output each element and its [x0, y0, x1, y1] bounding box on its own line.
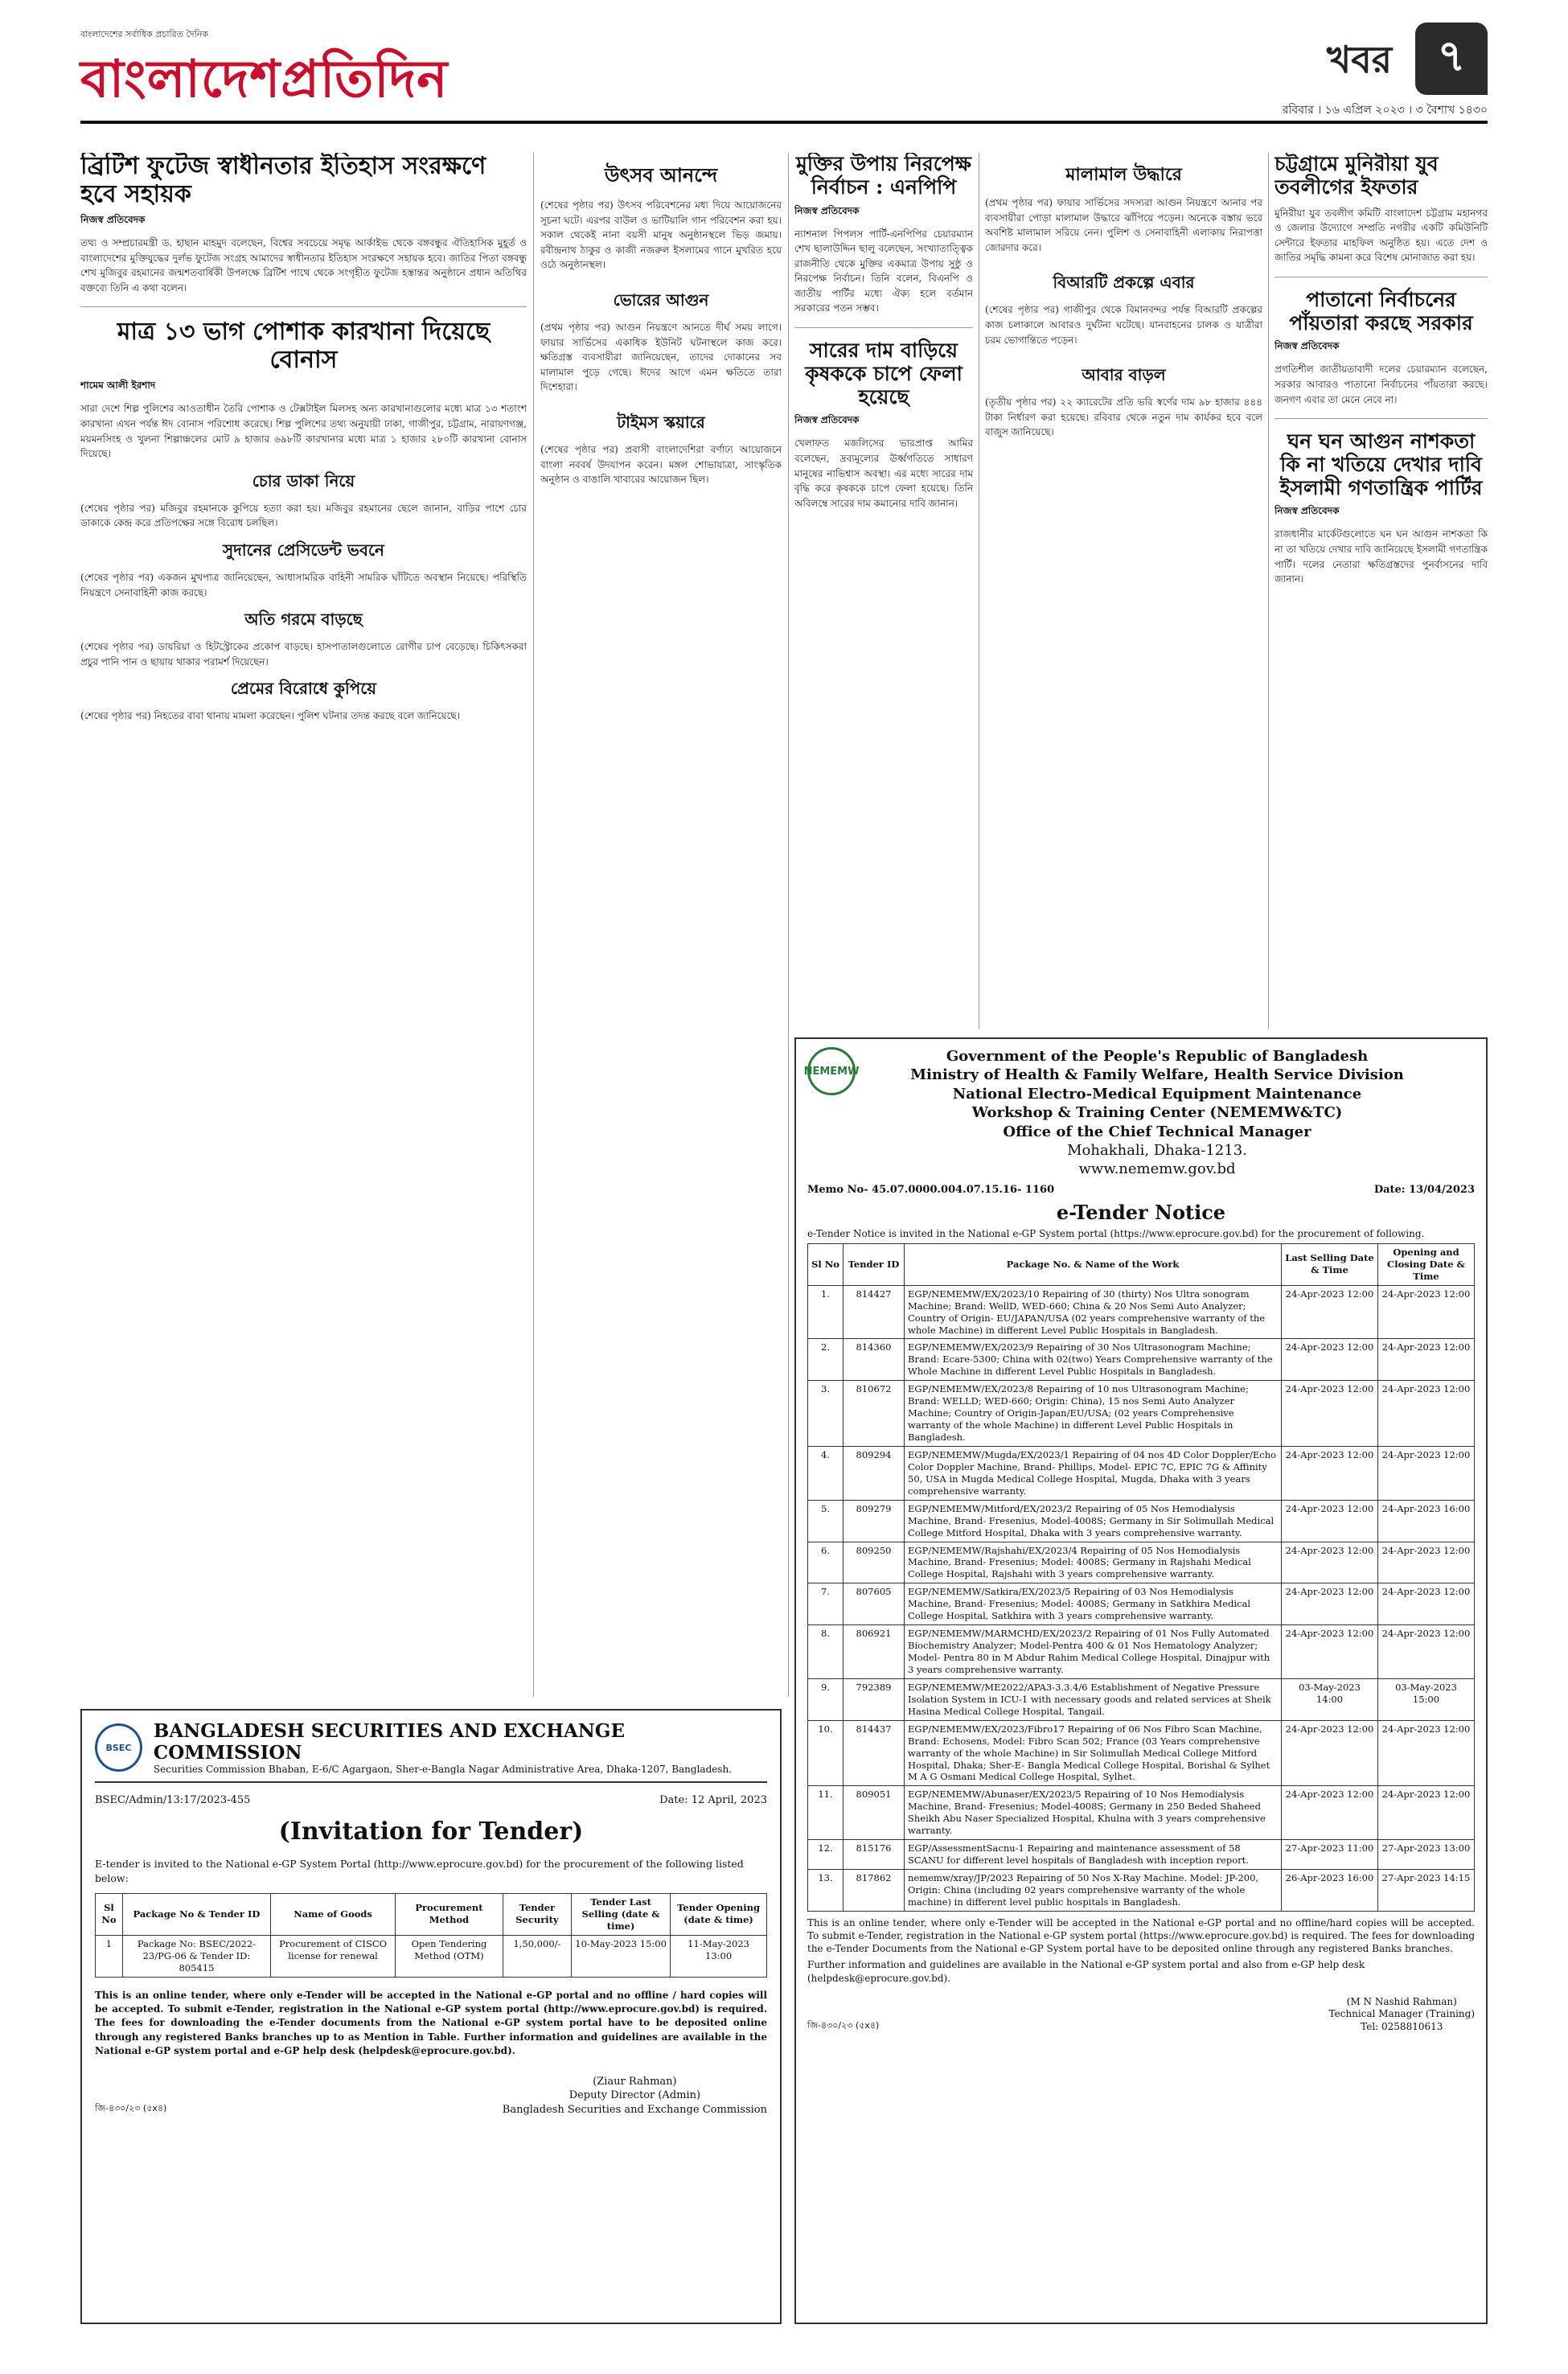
- article-body: সারা দেশে শিল্প পুলিশের আওতাধীন তৈরি পোশাক ও টেক্সটাইল মিলসহ অন্য কারখানাগুলোর মধ্যে মাত্র ১৩ শতাংশ কারখানা এখন পর্যন্ত ঈদ বোনাস পরিশোধ করেছে। শিল্প পুলিশের তথ্য অনুযায়ী ঢাকা, গাজীপুর, চট্টগ্রাম, নারায়ণগঞ্জ, ময়মনসিংহ ও খুলনা শিল্পাঞ্চলের মোট ৯ হাজার ৬৯৮টি কারখানার মধ্যে মাত্র ১ হাজার ২৮০টি কারখানা বোনাস দিয়েছে।: [80, 403, 527, 460]
- byline: নিজস্ব প্রতিবেদক: [794, 414, 860, 426]
- table-header-cell: Tender Opening (date & time): [671, 1894, 767, 1936]
- article-body: প্রগতিশীল জাতীয়তাবাদী দলের চেয়ারম্যান বলেছেন, সরকার আবারও পাতানো নির্বাচনের পাঁয়তারা করছে। জনগণ এবার তা মেনে নেবে না।: [1275, 363, 1488, 405]
- table-cell: 24-Apr-2023 12:00: [1282, 1583, 1378, 1625]
- table-cell: EGP/NEMEMW/Satkira/EX/2023/5 Repairing of 03 Nos Hemodialysis Machine, Brand- Fresenius; Model: 4008S; Germany in Satkhira Medical College Hospital, Satkhira with 3 years comprehensive warranty.: [905, 1583, 1282, 1625]
- table-header-cell: Name of Goods: [270, 1894, 395, 1936]
- table-cell: 807605: [844, 1583, 905, 1625]
- subhead: টাইমস স্কয়ারে: [617, 412, 705, 432]
- table-header-cell: Tender ID: [844, 1243, 905, 1285]
- notice-title: e-Tender Notice: [1056, 1200, 1226, 1224]
- headline-npp: মুক্তির উপায় নিরপেক্ষ নির্বাচন : এনপিপি: [796, 153, 971, 199]
- table-cell: EGP/NEMEMW/Abunaser/EX/2023/5 Repairing of 10 Nos Hemodialysis Machine, Brand- Fresenius; Model-4008S; Germany in 250 Beded Shaheed Sheikh Abu Naser Specialized Hospital, Khulna with 3 years comprehensive warranty.: [905, 1786, 1282, 1840]
- byline: নিজস্ব প্রতিবেদক: [794, 204, 860, 216]
- column-divider: [788, 153, 789, 1697]
- bsec-tender-table: [95, 1893, 767, 1978]
- byline: শামেম আলী ইরশাদ: [80, 380, 156, 392]
- table-cell: 24-Apr-2023 12:00: [1378, 1625, 1475, 1679]
- article-body: (শেষের পৃষ্ঠার পর) উৎসব পরিবেশনের মধ্য দিয়ে আয়োজনের সূচনা ঘটে। এরপর বাউল ও ভাটিয়ালি গান পরিবেশন করা হয়। সকাল থেকেই নানা বয়সী মানুষ অনুষ্ঠানস্থলে ভিড় জমায়। রবীন্দ্রনাথ ঠাকুর ও কাজী নজরুল ইসলামের গানে মুখরিত হয়ে ওঠে অনুষ্ঠানস্থল।: [540, 199, 782, 271]
- table-cell: 1: [96, 1935, 123, 1977]
- memo-line: [807, 1184, 1475, 1196]
- table-cell: 24-Apr-2023 12:00: [1282, 1381, 1378, 1447]
- headline-goods-rescue: মালামাল উদ্ধারে: [1065, 164, 1182, 185]
- table-cell: 1,50,000/-: [503, 1935, 571, 1977]
- table-cell: EGP/NEMEMW/Mitford/EX/2023/2 Repairing of 05 Nos Hemodialysis Machine, Brand- Fresenius, Model-4008S; Germany in Sir Solimullah Medical College Mitford Hospital, Dhaka with 3 years comprehensive warranty.: [905, 1500, 1282, 1542]
- article-body: (প্রথম পৃষ্ঠার পর) ফায়ার সার্ভিসের সদস্যরা আগুন নিয়ন্ত্রণে আনার পর ব্যবসায়ীরা পোড়া মালামাল উদ্ধারে ঝাঁপিয়ে পড়েন। অনেকে বস্তায় ভরে অবশিষ্ট মালামাল সরিয়ে নেন। পুলিশ ও সেনাবাহিনী এলাকায় নিরাপত্তা জোরদার করে।: [985, 197, 1262, 253]
- table-cell: EGP/NEMEMW/Mugda/EX/2023/1 Repairing of 04 nos 4D Color Doppler/Echo Color Doppler Machine, Brand- Phillips, Model- EPIC 7C, EPIC 7G & Affinity 50, USA in Mugda Medical College Hospital, Mugda, Dhaka with 3 years comprehensive warranty.: [905, 1446, 1282, 1500]
- subhead: প্রেমের বিরোধে কুপিয়ে: [230, 679, 377, 699]
- table-header-cell: Package No. & Name of the Work: [905, 1243, 1282, 1285]
- article-body: তথ্য ও সম্প্রচারমন্ত্রী ড. হাছান মাহমুদ বলেছেন, বিশ্বের সবচেয়ে সমৃদ্ধ আর্কাইভ থেকে বঙ্গবন্ধুর ঐতিহাসিক মুহূর্ত ও বাংলাদেশের মুক্তিযুদ্ধের দুর্লভ ফুটেজ সংগ্রহ আমাদের স্বাধীনতার ইতিহাস সংরক্ষণে সহায়ক হবে। জাতির পিতা বঙ্গবন্ধু শেখ মুজিবুর রহমানের জন্মশতবার্ষিকী উপলক্ষে ব্রিটিশ পাথে থেকে সংগৃহীত ফুটেজ হস্তান্তর অনুষ্ঠানে প্রধান অতিথির বক্তব্যে তিনি এ কথা বলেন।: [80, 237, 527, 294]
- table-header-cell: Tender Last Selling (date & time): [572, 1894, 671, 1936]
- table-cell: 817862: [844, 1870, 905, 1912]
- table-cell: 27-Apr-2023 13:00: [1378, 1840, 1475, 1870]
- masthead-tagline: বাংলাদেশের সর্বাধিক প্রচারিত দৈনিক: [80, 29, 209, 39]
- bsec-address: Securities Commission Bhaban, E-6/C Agargaon, Sher-e-Bangla Nagar Administrative Area, Dhaka-1207, Bangladesh.: [153, 1764, 733, 1775]
- table-cell: 24-Apr-2023 12:00: [1282, 1339, 1378, 1381]
- column-divider: [1268, 153, 1269, 1029]
- article-body: (শেষের পৃষ্ঠার পর) গাজীপুর থেকে বিমানবন্দর পর্যন্ত বিআরটি প্রকল্পের কাজ চলাকালে আবারও দুর্ঘটনা ঘটেছে। যানবাহনের চালক ও যাত্রীরা চরম ভোগান্তিতে পড়েন।: [985, 304, 1262, 346]
- memo-date: Date: 13/04/2023: [1373, 1183, 1475, 1196]
- article-body: (শেষের পৃষ্ঠার পর) একজন মুখপাত্র জানিয়েছেন, আধাসামরিক বাহিনী সামরিক ঘাঁটিতে অবস্থান নিয়েছে। পরিস্থিতি নিয়ন্ত্রণে সেনাবাহিনী কাজ করছে।: [80, 571, 527, 598]
- signatory: (M N Nashid Rahman) Technical Manager (Training) Tel: 0258810613: [1328, 1995, 1475, 2032]
- memo-number: Memo No- 45.07.0000.004.07.15.16- 1160: [807, 1183, 1055, 1196]
- notice-header: Government of the People's Republic of Bangladesh Ministry of Health & Family Welfare, Health Service Division National Electro-Medical Equipment Maintenance Workshop & Training Center (NEMEMW&TC) Office of the Chief Technical Manager Mohakhali, Dhaka-1213. www.nememw.gov.bd: [910, 1048, 1404, 1178]
- table-cell: EGP/NEMEMW/ME2022/APA3-3.3.4/6 Establishment of Negative Pressure Isolation System in ICU-1 with necessary goods and related services at Sheik Hasina Medical College Hospital, Tangail.: [905, 1678, 1282, 1720]
- government-emblem-icon: NEMEMW: [807, 1047, 856, 1095]
- subhead: চোর ডাকা নিয়ে: [252, 470, 355, 491]
- table-header-cell: Opening and Closing Date & Time: [1378, 1243, 1475, 1285]
- column-4: [985, 153, 1262, 1029]
- table-cell: 10-May-2023 15:00: [572, 1935, 671, 1977]
- table-cell: 24-Apr-2023 12:00: [1378, 1381, 1475, 1447]
- table-cell: 03-May-2023 14:00: [1282, 1678, 1378, 1720]
- table-cell: 24-Apr-2023 12:00: [1378, 1285, 1475, 1339]
- subhead: বিআরটি প্রকল্পে এবার: [1053, 273, 1195, 293]
- table-cell: EGP/NEMEMW/EX/2023/9 Repairing of 30 Nos Ultrasonogram Machine; Brand: Ecare-5300; China with 02(two) Years Comprehensive warranty of the Whole Machine in different Level Public Hospitals in Bangladesh.: [905, 1339, 1282, 1381]
- table-cell: 8.: [808, 1625, 844, 1679]
- table-header-cell: Package No & Tender ID: [122, 1894, 270, 1936]
- table-cell: 24-Apr-2023 12:00: [1282, 1720, 1378, 1786]
- table-cell: 11.: [808, 1786, 844, 1840]
- table-cell: 03-May-2023 15:00: [1378, 1678, 1475, 1720]
- bsec-ref-line: [95, 1794, 767, 1806]
- nememw-tender-notice: [794, 1037, 1488, 2324]
- headline-fire-sabotage: ঘন ঘন আগুন নাশকতা কি না খতিয়ে দেখার দাবি ইসলামী গণতান্ত্রিক পার্টির: [1279, 429, 1483, 499]
- newspaper-logo: বাংলাদেশপ্রতিদিন: [80, 49, 449, 109]
- table-header-cell: Tender Security: [503, 1894, 571, 1936]
- table-cell: 809279: [844, 1500, 905, 1542]
- bsec-heading: (Invitation for Tender): [278, 1817, 584, 1846]
- ad-code: জি-৪৩০/২৩ (৫x৪): [95, 2103, 167, 2114]
- bsec-intro: E-tender is invited to the National e-GP System Portal (http://www.eprocure.gov.bd) for the procurement of the following listed below:: [95, 1858, 744, 1884]
- table-cell: 27-Apr-2023 11:00: [1282, 1840, 1378, 1870]
- table-cell: Package No: BSEC/2022-23/PG-06 & Tender ID: 805415: [122, 1935, 270, 1977]
- article-body: (শেষের পৃষ্ঠার পর) ডায়রিয়া ও হিটস্ট্রোকের প্রকোপ বাড়ছে। হাসপাতালগুলোতে রোগীর চাপ বেড়েছে। চিকিৎসকরা প্রচুর পানি পান ও ছায়ায় থাকার পরামর্শ দিয়েছেন।: [80, 641, 527, 667]
- table-cell: 809051: [844, 1786, 905, 1840]
- table-cell: 24-Apr-2023 12:00: [1378, 1542, 1475, 1583]
- table-cell: EGP/NEMEMW/EX/2023/8 Repairing of 10 nos Ultrasonogram Machine; Brand: WELLD; WED-660; Origin: China), 15 nos Semi Auto Analyzer Machine; Country of Origin-Japan/EU/USA; (02 years Comprehensive warranty of the whole Machine) in different Level Public Hospitals in Bangladesh.: [905, 1381, 1282, 1447]
- table-row: [808, 1542, 1475, 1583]
- table-row: [808, 1786, 1475, 1840]
- page-number: ৭: [1415, 23, 1488, 95]
- table-cell: EGP/NEMEMW/EX/2023/10 Repairing of 30 (thirty) Nos Ultra sonogram Machine; Brand: WellD, WED-660; China & 20 Nos Semi Auto Analyzer; Country of Origin- EU/JAPAN/USA (02 years comprehensive warranty of the whole Machine) in different Level Public Hospitals in Bangladesh.: [905, 1285, 1282, 1339]
- headline-iftar: চট্টগ্রামে মুনিরীয়া যুব তবলীগের ইফতার: [1275, 153, 1439, 199]
- bsec-logo-icon: BSEC: [95, 1723, 142, 1772]
- column-5: [1275, 153, 1488, 1029]
- table-row: [808, 1339, 1475, 1381]
- table-header-cell: Last Selling Date & Time: [1282, 1243, 1378, 1285]
- column-2: [540, 153, 782, 1701]
- table-cell: 814360: [844, 1339, 905, 1381]
- column-divider: [533, 153, 534, 1697]
- table-cell: 24-Apr-2023 12:00: [1282, 1500, 1378, 1542]
- bsec-date: Date: 12 April, 2023: [659, 1794, 767, 1806]
- tender-table: [807, 1243, 1475, 1912]
- article-body: (শেষের পৃষ্ঠার পর) মজিবুর রহমানকে কুপিয়ে হত্যা করা হয়। মজিবুর রহমানের ছেলে জানান, বাড়ির পাশে চোর ডাকাকে কেন্দ্র করে প্রতিপক্ষের সঙ্গে বিরোধ চলছিল।: [80, 502, 527, 529]
- subhead: সুদানের প্রেসিডেন্ট ভবনে: [223, 540, 384, 560]
- table-row: [808, 1678, 1475, 1720]
- table-cell: 26-Apr-2023 16:00: [1282, 1870, 1378, 1912]
- headline-fertilizer: সারের দাম বাড়িয়ে কৃষককে চাপে ফেলা হয়েছে: [805, 339, 963, 409]
- article-body: খেলাফত মজলিসের ভারপ্রাপ্ত আমির বলেছেন, দ্রব্যমূল্যের ঊর্ধ্বগতিতে সাধারণ মানুষের নাভিশ্বাস অবস্থা। এর মধ্যে সারের দাম বৃদ্ধি করে কৃষককে চাপে ফেলা হয়েছে। তিনি অবিলম্বে সারের দাম কমানোর দাবি জানান।: [794, 437, 973, 509]
- table-cell: 810672: [844, 1381, 905, 1447]
- notice-intro: e-Tender Notice is invited in the National e-GP System portal (https://www.eprocure.gov.bd) for the procurement of following.: [807, 1227, 1425, 1239]
- table-cell: 809250: [844, 1542, 905, 1583]
- table-cell: EGP/NEMEMW/Rajshahi/EX/2023/4 Repairing of 05 Nos Hemodialysis Machine, Brand- Fresenius; Model: 4008S; Germany in Rajshahi Medical College Hospital, Rajshahi with 3 years comprehensive warranty.: [905, 1542, 1282, 1583]
- table-row: [808, 1840, 1475, 1870]
- table-cell: 24-Apr-2023 12:00: [1282, 1625, 1378, 1679]
- table-cell: 27-Apr-2023 14:15: [1378, 1870, 1475, 1912]
- table-cell: 24-Apr-2023 12:00: [1378, 1446, 1475, 1500]
- article-body: ন্যাশনাল পিপলস পার্টি-এনপিপির চেয়ারম্যান শেখ ছালাউদ্দিন ছালু বলেছেন, সংখ্যাতাত্ত্বিক রাজনীতি থেকে মুক্তির একমাত্র উপায় সুষ্ঠু ও নিরপেক্ষ নির্বাচন। তিনি বলেন, বিএনপি ও জাতীয় পার্টির মধ্যে ঐক্য হলে বর্তমান সরকারের পতন সম্ভব।: [794, 228, 973, 314]
- table-row: [808, 1625, 1475, 1679]
- table-cell: 809294: [844, 1446, 905, 1500]
- subhead: ভোরের আগুন: [613, 290, 709, 310]
- article-body: (শেষের পৃষ্ঠার পর) প্রবাসী বাংলাদেশিরা বর্ণাঢ্য আয়োজনে বাংলা নববর্ষ উদযাপন করেন। মঙ্গল শোভাযাত্রা, সাংস্কৃতিক অনুষ্ঠান ও বাঙালি খাবারের আয়োজন ছিল।: [540, 443, 782, 486]
- bsec-footer: This is an online tender, where only e-Tender will be accepted in the National e-GP portal and no offline / hard copies will be accepted. To submit e-Tender, registration in the National e-GP system portal (http://www.eprocure.gov.bd) is required. The fees for downloading the e-Tender documents from the National e-GP system portal have to be deposited online through any registered Banks branches up to as Mention in Table. Further information and guidelines are available in the National e-GP system portal and e-GP help desk (helpdesk@eprocure.gov.bd).: [95, 1989, 767, 2057]
- table-row: [808, 1720, 1475, 1786]
- notice-footer: This is an online tender, where only e-Tender will be accepted in the National e-GP portal and no offline/hard copies will be accepted. To submit e-Tender, registration in the National e-GP system portal (https://www.eprocure.gov.bd) is required. The fees for downloading the e-Tender Documents from the National e-GP System portal have to be deposited online through any registered Banks branches.: [807, 1916, 1475, 1955]
- table-cell: 815176: [844, 1840, 905, 1870]
- dateline: রবিবার । ১৬ এপ্রিল ২০২৩ । ৩ বৈশাখ ১৪৩০: [1282, 104, 1488, 117]
- table-cell: 6.: [808, 1542, 844, 1583]
- bsec-signature-block: [95, 2075, 767, 2117]
- table-cell: 24-Apr-2023 12:00: [1378, 1339, 1475, 1381]
- table-row: [96, 1935, 767, 1977]
- table-cell: 9.: [808, 1678, 844, 1720]
- headline-utsab: উৎসব আনন্দে: [604, 163, 718, 187]
- table-row: [808, 1285, 1475, 1339]
- column-3: [794, 153, 973, 1029]
- table-cell: 4.: [808, 1446, 844, 1500]
- table-cell: 24-Apr-2023 12:00: [1282, 1446, 1378, 1500]
- ad-code: জি-৪৩০/২৩ (৫x৪): [807, 2019, 880, 2031]
- headline-bonus: মাত্র ১৩ ভাগ পোশাক কারখানা দিয়েছে বোনাস: [117, 318, 491, 374]
- bsec-signatory: (Ziaur Rahman) Deputy Director (Admin) Bangladesh Securities and Exchange Commission: [502, 2075, 767, 2116]
- table-cell: 24-Apr-2023 12:00: [1378, 1720, 1475, 1786]
- table-cell: 1.: [808, 1285, 844, 1339]
- article-body: (শেষের পৃষ্ঠার পর) নিহতের বাবা থানায় মামলা করেছেন। পুলিশ ঘটনার তদন্ত করছে বলে জানিয়েছে।: [80, 710, 460, 722]
- byline: নিজস্ব প্রতিবেদক: [1275, 505, 1340, 517]
- table-cell: nememw/xray/JP/2023 Repairing of 50 Nos X-Ray Machine. Model: JP-200, Origin: China (including 02 years comprehensive warranty of the whole machine) in different level public hospitals in Bangladesh.: [905, 1870, 1282, 1912]
- masthead-rule: [80, 121, 1488, 124]
- table-cell: 24-Apr-2023 12:00: [1282, 1542, 1378, 1583]
- byline: নিজস্ব প্রতিবেদক: [1275, 340, 1340, 352]
- table-row: [808, 1500, 1475, 1542]
- subhead: আবার বাড়ল: [1082, 365, 1166, 385]
- bsec-ref: BSEC/Admin/13:17/2023-455: [95, 1794, 251, 1806]
- bsec-title: BANGLADESH SECURITIES AND EXCHANGE COMMISSION: [153, 1720, 625, 1764]
- section-title: খবর: [1327, 38, 1393, 81]
- table-cell: 5.: [808, 1500, 844, 1542]
- table-header-cell: Sl No: [96, 1894, 123, 1936]
- table-cell: EGP/NEMEMW/EX/2023/Fibro17 Repairing of 06 Nos Fibro Scan Machine, Brand: Echosens, Model: Fibro Scan 502; France (03 Years comprehensive warranty of the whole Machine) in Sir Solimullah Medical College Mitford Hospital, Dhaka; Sher-E- Bangla Medical College Hospital, Borishal & Sylhet M A G Osmani Medical College Hospital, Sylhet.: [905, 1720, 1282, 1786]
- table-cell: 3.: [808, 1381, 844, 1447]
- table-cell: 2.: [808, 1339, 844, 1381]
- table-cell: 7.: [808, 1583, 844, 1625]
- table-cell: 24-Apr-2023 12:00: [1282, 1285, 1378, 1339]
- table-cell: Procurement of CISCO license for renewal: [270, 1935, 395, 1977]
- table-cell: 24-Apr-2023 16:00: [1378, 1500, 1475, 1542]
- table-cell: 814427: [844, 1285, 905, 1339]
- table-cell: 24-Apr-2023 12:00: [1282, 1786, 1378, 1840]
- table-cell: 792389: [844, 1678, 905, 1720]
- table-cell: EGP/AssessmentSacnu-1 Repairing and maintenance assessment of 58 SCANU for different level hospitals of Bangladesh with inception report.: [905, 1840, 1282, 1870]
- table-cell: Open Tendering Method (OTM): [396, 1935, 503, 1977]
- table-cell: 24-Apr-2023 12:00: [1378, 1786, 1475, 1840]
- subhead: অতি গরমে বাড়ছে: [244, 610, 363, 630]
- table-row: [808, 1446, 1475, 1500]
- headline-election: পাতানো নির্বাচনের পাঁয়তারা করছে সরকার: [1289, 287, 1473, 335]
- article-body: রাজধানীর মার্কেটগুলোতে ঘন ঘন আগুন নাশকতা কি না তা খতিয়ে দেখার দাবি জানিয়েছে ইসলামী গণতান্ত্রিক পার্টি। দলের নেতারা ক্ষতিগ্রস্তদের পুনর্বাসনের দাবি জানান।: [1275, 528, 1488, 585]
- notice-footer: Further information and guidelines are available in the National e-GP system portal and also from e-GP help desk (helpdesk@eprocure.gov.bd).: [807, 1959, 1365, 1984]
- table-cell: 806921: [844, 1625, 905, 1679]
- article-body: (তৃতীয় পৃষ্ঠার পর) ২২ ক্যারেটের প্রতি ভরি স্বর্ণের দাম ৯৮ হাজার ৪৪৪ টাকা নির্ধারণ করা হয়েছে। রবিবার থেকে নতুন দাম কার্যকর হবে বলে বাজুস জানিয়েছে।: [985, 396, 1262, 438]
- table-cell: EGP/NEMEMW/MARMCHD/EX/2023/2 Repairing of 01 Nos Fully Automated Biochemistry Analyzer; Model-Pentra 400 & 01 Nos Hematology Analyzer; Model- Pentra 80 in M Abdur Rahim Medical College Hospital, Dinajpur with 3 years comprehensive warranty.: [905, 1625, 1282, 1679]
- article-body: মুনিরীয়া যুব তবলীগ কমিটি বাংলাদেশ চট্টগ্রাম মহানগর ও জেলার উদ্যোগে সম্প্রতি নগরীর একটি কমিউনিটি সেন্টারে ইফতার মাহফিল অনুষ্ঠিত হয়। এতে দেশ ও জাতির সমৃদ্ধি কামনা করে বিশেষ মোনাজাত করা হয়।: [1275, 207, 1488, 264]
- headline-british-footage: ব্রিটিশ ফুটেজ স্বাধীনতার ইতিহাস সংরক্ষণে হবে সহায়ক: [80, 153, 486, 208]
- table-cell: 12.: [808, 1840, 844, 1870]
- table-cell: 11-May-2023 13:00: [671, 1935, 767, 1977]
- table-cell: 814437: [844, 1720, 905, 1786]
- byline: নিজস্ব প্রতিবেদক: [80, 214, 146, 225]
- table-header-cell: Procurement Method: [396, 1894, 503, 1936]
- table-cell: 10.: [808, 1720, 844, 1786]
- table-row: [808, 1583, 1475, 1625]
- table-row: [808, 1381, 1475, 1447]
- table-row: [808, 1870, 1475, 1912]
- table-cell: 13.: [808, 1870, 844, 1912]
- table-cell: 24-Apr-2023 12:00: [1378, 1583, 1475, 1625]
- bsec-tender-notice: [80, 1709, 782, 2324]
- bsec-header: [95, 1720, 767, 1775]
- table-header-cell: Sl No: [808, 1243, 844, 1285]
- column-1: [80, 153, 527, 1701]
- signature-block: [807, 1996, 1475, 2034]
- article-body: (প্রথম পৃষ্ঠার পর) আগুন নিয়ন্ত্রণে আনতে দীর্ঘ সময় লাগে। ফায়ার সার্ভিসের একাধিক ইউনিট ঘটনাস্থলে কাজ করে। ক্ষতিগ্রস্ত ব্যবসায়ীরা জানিয়েছেন, তাদের দোকানের সব মালামাল পুড়ে গেছে। ঈদের আগে এমন ক্ষতিতে তারা দিশেহারা।: [540, 321, 782, 393]
